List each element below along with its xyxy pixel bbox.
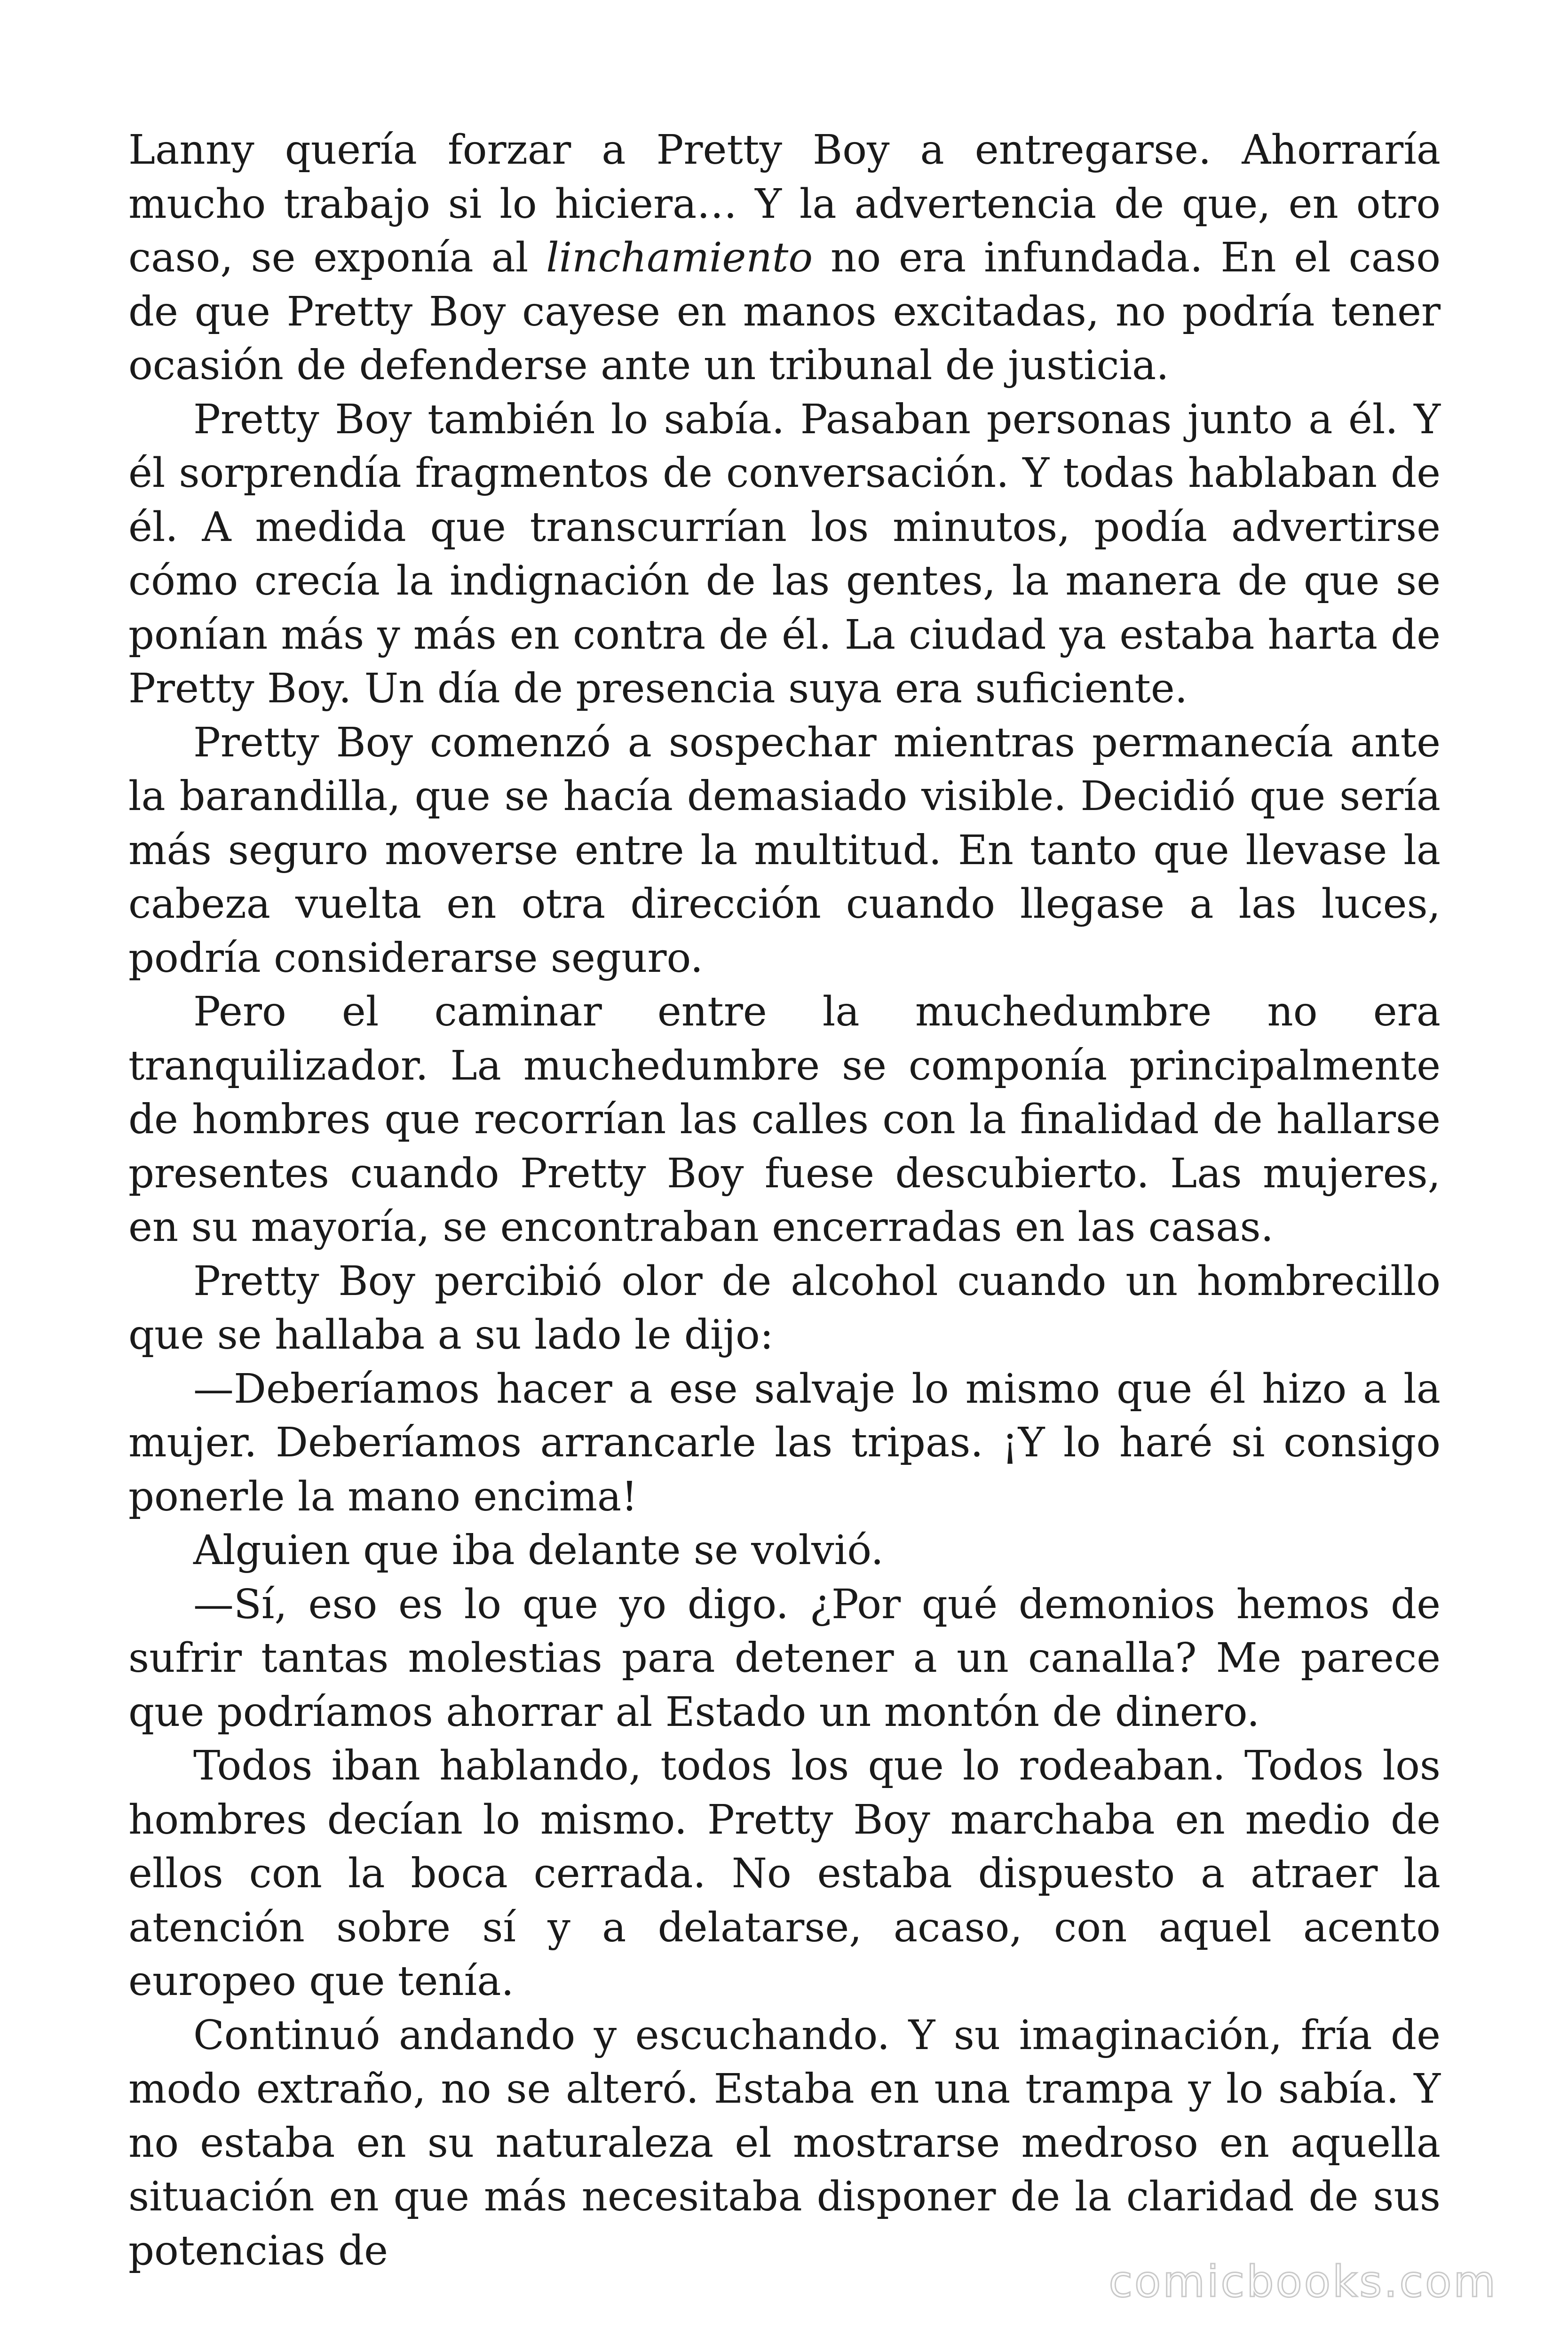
book-page <box>128 123 1441 2278</box>
paragraph-10: Continuó andando y escuchando. Y su imaginación, fría de modo extraño, no se alteró. Estaba en una trampa y lo sabía. Y no estaba en su naturaleza el mostrarse medroso en aquella situación en que más necesitaba disponer de la claridad de sus potencias de <box>128 2011 1441 2274</box>
paragraph-1 <box>128 123 1441 393</box>
paragraph-2: Pretty Boy también lo sabía. Pasaban personas junto a él. Y él sorprendía fragmentos de conversación. Y todas hablaban de él. A medida que transcurrían los minutos, podía advertirse cómo crecía la indignación de las gentes, la manera de que se ponían más y más en contra de él. La ciudad ya estaba harta de Pretty Boy. Un día de presencia suya era suficiente. <box>128 396 1441 712</box>
paragraph-1-start: Lanny quería forzar a Pretty Boy a entregarse. Ahorraría mucho trabajo si lo hiciera… Y la advertencia de que, en otro caso, se exponía al <box>128 127 1441 281</box>
paragraph-5: Pretty Boy percibió olor de alcohol cuando un hombrecillo que se hallaba a su lado le dijo: <box>128 1257 1441 1359</box>
italic-word: linchamiento <box>546 234 813 281</box>
paragraph-4: Pero el caminar entre la muchedumbre no era tranquilizador. La muchedumbre se componía principalmente de hombres que recorrían las calles con la finalidad de hallarse presentes cuando Pretty Boy fuese descubierto. Las mujeres, en su mayoría, se encontraban encerradas en las casas. <box>128 988 1441 1251</box>
paragraph-9: Todos iban hablando, todos los que lo rodeaban. Todos los hombres decían lo mismo. Pretty Boy marchaba en medio de ellos con la boca cerrada. No estaba dispuesto a atraer la atención sobre sí y a delatarse, acaso, con aquel acento europeo que tenía. <box>128 1742 1441 2005</box>
paragraph-1-end: no era infundada. En el caso de que Pretty Boy cayese en manos excitadas, no podría tener ocasión de defenderse ante un tribunal de justicia. <box>128 234 1441 389</box>
paragraph-8-dialogue: —Sí, eso es lo que yo digo. ¿Por qué demonios hemos de sufrir tantas molestias para detener a un canalla? Me parece que podríamos ahorrar al Estado un montón de dinero. <box>128 1581 1441 1736</box>
paragraph-7: Alguien que iba delante se volvió. <box>193 1527 884 1574</box>
paragraph-6-dialogue: —Deberíamos hacer a ese salvaje lo mismo que él hizo a la mujer. Deberíamos arrancarle las tripas. ¡Y lo haré si consigo ponerle la mano encima! <box>128 1365 1441 1520</box>
watermark: comicbooks.com <box>1109 2257 1497 2307</box>
paragraph-3: Pretty Boy comenzó a sospechar mientras permanecía ante la barandilla, que se hacía demasiado visible. Decidió que sería más seguro moverse entre la multitud. En tanto que llevase la cabeza vuelta en otra dirección cuando llegase a las luces, podría considerarse seguro. <box>128 719 1441 982</box>
